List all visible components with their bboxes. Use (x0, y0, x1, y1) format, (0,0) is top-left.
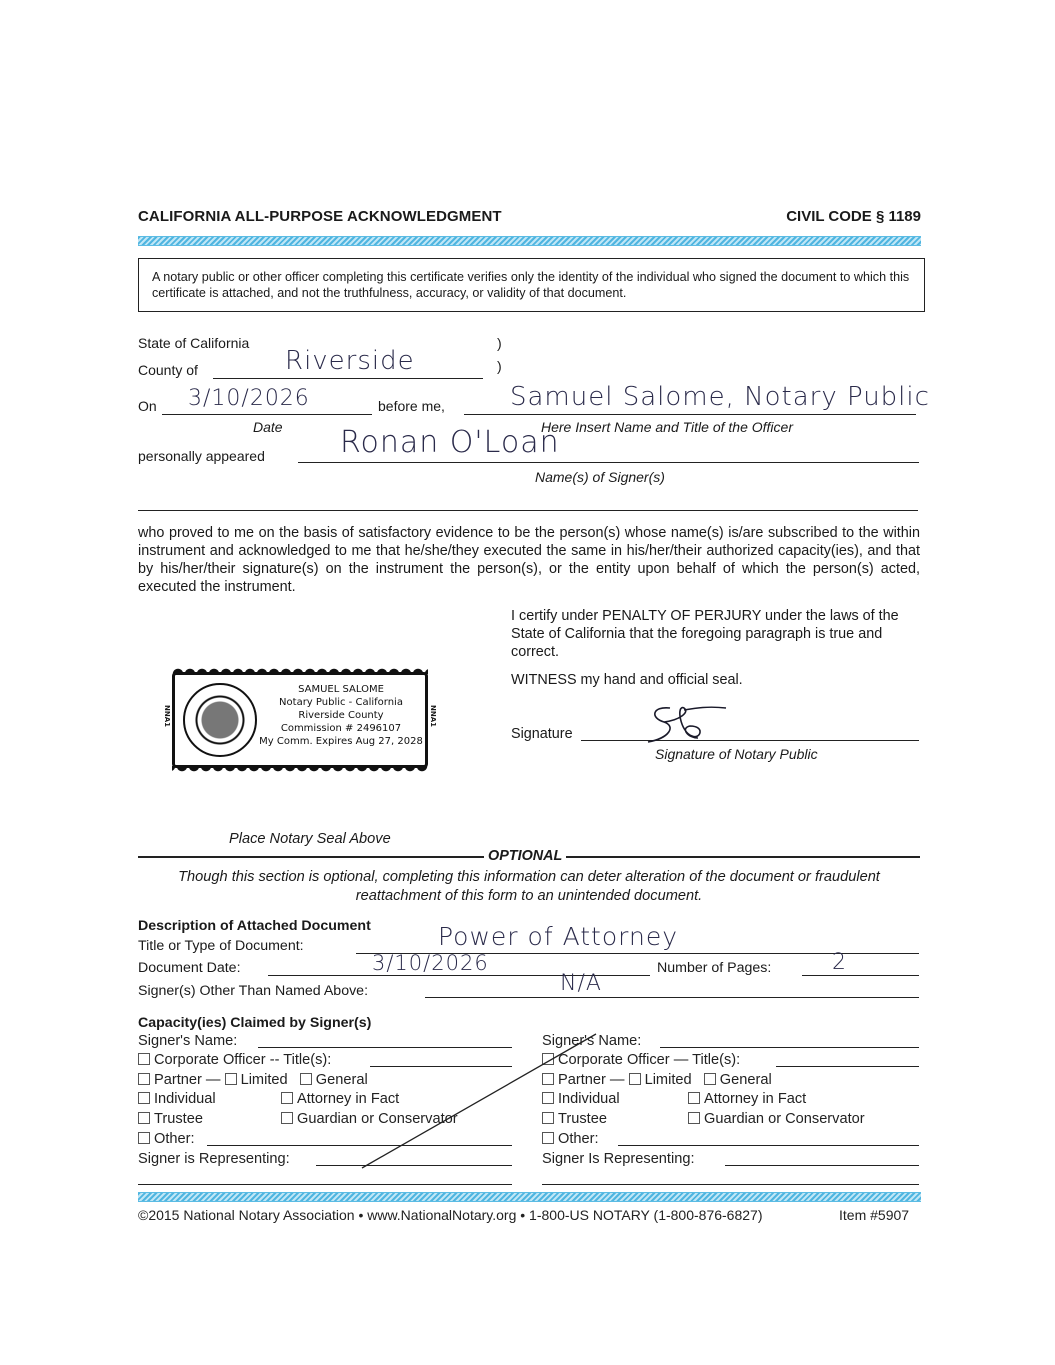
checkbox[interactable] (688, 1092, 700, 1104)
seal-side-mark-left: NNA1 (163, 705, 171, 728)
pages-label: Number of Pages: (657, 960, 772, 976)
checkbox[interactable] (704, 1073, 716, 1085)
signature-line (581, 740, 919, 741)
notice-box: A notary public or other officer completing this certificate verifies only the identity of the individual who signed the document to which this certificate is attached, and not the truthfulness, accuracy, or validity of that document. (138, 258, 925, 312)
officer-line (464, 414, 916, 415)
county-field[interactable]: Riverside (285, 346, 415, 376)
left-limited-label: Limited (240, 1072, 288, 1088)
doc-title-label: Title or Type of Document: (138, 938, 304, 954)
left-general-label: General (315, 1072, 368, 1088)
checkbox[interactable] (629, 1073, 641, 1085)
signature-caption: Signature of Notary Public (655, 746, 818, 762)
signature-label: Signature (511, 726, 573, 742)
signer-line (298, 462, 919, 463)
right-corporate-label: Corporate Officer — Title(s): (558, 1052, 741, 1068)
checkbox[interactable] (138, 1132, 150, 1144)
on-label: On (138, 398, 157, 414)
right-general-label: General (719, 1072, 772, 1088)
date-field[interactable]: 3/10/2026 (188, 386, 310, 411)
left-representing-label: Signer is Representing: (138, 1151, 290, 1167)
pages-line (802, 975, 919, 976)
signer-field[interactable]: Ronan O'Loan (340, 425, 560, 460)
left-attorney-label: Attorney in Fact (297, 1091, 400, 1107)
right-individual-label: Individual (558, 1091, 620, 1107)
optional-label: OPTIONAL (484, 848, 566, 864)
other-signers-label: Signer(s) Other Than Named Above: (138, 983, 369, 999)
seal-edge-top (172, 666, 428, 674)
paren-1: ) (497, 335, 502, 351)
seal-side-mark-right: NNA1 (429, 705, 437, 728)
left-other[interactable] (138, 1131, 195, 1147)
checkbox[interactable] (225, 1073, 237, 1085)
doc-date-label: Document Date: (138, 960, 241, 976)
seal-text (257, 683, 425, 748)
seal-commission: Commission # 2496107 (280, 723, 402, 734)
strike-through-line (360, 1030, 600, 1170)
left-trustee[interactable] (138, 1111, 203, 1127)
doc-date-field[interactable]: 3/10/2026 (372, 951, 489, 975)
right-limited-label: Limited (644, 1072, 692, 1088)
seal-name: SAMUEL SALOME (298, 684, 384, 695)
left-partner-label: Partner — (154, 1072, 221, 1088)
other-signers-field[interactable]: N/A (560, 971, 602, 996)
description-heading: Description of Attached Document (138, 918, 371, 934)
place-seal-caption: Place Notary Seal Above (229, 831, 391, 847)
checkbox[interactable] (138, 1053, 150, 1065)
checkbox[interactable] (138, 1073, 150, 1085)
left-representing-line-2[interactable] (138, 1184, 512, 1185)
date-caption: Date (253, 419, 283, 435)
paren-2: ) (497, 358, 502, 374)
right-signer-name-label: Signer's Name: (542, 1033, 642, 1049)
county-label: County of (138, 362, 198, 378)
signer-line-2 (138, 510, 918, 511)
right-representing-label: Signer Is Representing: (542, 1151, 695, 1167)
right-other-label: Other: (558, 1131, 599, 1147)
right-trustee-label: Trustee (558, 1111, 607, 1127)
before-me-label: before me, (378, 398, 445, 414)
left-corporate-officer[interactable] (138, 1052, 331, 1068)
right-representing-line[interactable] (725, 1165, 919, 1166)
checkbox[interactable] (281, 1112, 293, 1124)
checkbox[interactable] (300, 1073, 312, 1085)
appeared-label: personally appeared (138, 448, 265, 464)
doc-title-field[interactable]: Power of Attorney (438, 922, 678, 951)
other-signers-line (425, 997, 919, 998)
checkbox[interactable] (688, 1112, 700, 1124)
left-individual-label: Individual (154, 1091, 216, 1107)
left-corporate-label: Corporate Officer -- Title(s): (154, 1052, 332, 1068)
left-individual[interactable] (138, 1091, 216, 1107)
county-line (213, 378, 483, 379)
seal-title: Notary Public - California (279, 697, 403, 708)
right-attorney-label: Attorney in Fact (704, 1091, 807, 1107)
decorative-border-top (138, 236, 921, 246)
notary-seal (163, 672, 437, 768)
seal-edge-bottom (172, 766, 428, 774)
notary-signature[interactable] (640, 702, 730, 746)
right-title-line[interactable] (776, 1066, 919, 1067)
right-other-line[interactable] (618, 1145, 919, 1146)
right-partner-label: Partner — (558, 1072, 625, 1088)
witness-statement: WITNESS my hand and official seal. (511, 672, 743, 688)
seal-expires: My Comm. Expires Aug 27, 2028 (259, 736, 423, 747)
right-guardian[interactable] (688, 1111, 865, 1127)
right-guardian-label: Guardian or Conservator (704, 1111, 865, 1127)
checkbox[interactable] (281, 1092, 293, 1104)
pages-field[interactable]: 2 (832, 950, 847, 975)
left-trustee-label: Trustee (154, 1111, 203, 1127)
checkbox[interactable] (138, 1092, 150, 1104)
perjury-statement: I certify under PENALTY OF PERJURY under the laws of the State of California that the foregoing paragraph is true and correct. (511, 608, 899, 660)
acknowledgment-paragraph: who proved to me on the basis of satisfactory evidence to be the person(s) whose name(s) is/are subscribed to the within instrument and acknowledged to me that he/she/they executed the same in his/her/their authorized capacity(ies), and that by his/her/their signature(s) on the instrument the person(s), or the entity upon behalf of which the person(s) acted, executed the instrument. (138, 525, 920, 595)
capacities-heading: Capacity(ies) Claimed by Signer(s) (138, 1015, 372, 1031)
checkbox[interactable] (138, 1112, 150, 1124)
right-signer-name-line[interactable] (660, 1047, 919, 1048)
optional-note: Though this section is optional, completing this information can deter alteration of the document or fraudulent reattachment of this form to an unintended document. (178, 869, 880, 904)
right-representing-line-2[interactable] (542, 1184, 919, 1185)
decorative-border-bottom (138, 1192, 921, 1202)
right-attorney[interactable] (688, 1091, 806, 1107)
seal-county: Riverside County (298, 710, 384, 721)
date-line (162, 414, 372, 415)
signer-caption: Name(s) of Signer(s) (535, 469, 665, 485)
footer-copyright: ©2015 National Notary Association • www.NationalNotary.org • 1-800-US NOTARY (1-800-876-6827) (138, 1207, 763, 1223)
civil-code: CIVIL CODE § 1189 (786, 208, 921, 225)
form-title: CALIFORNIA ALL-PURPOSE ACKNOWLEDGMENT (138, 208, 502, 225)
officer-caption: Here Insert Name and Title of the Officer (541, 419, 793, 435)
footer-item-number: Item #5907 (839, 1207, 910, 1223)
officer-field[interactable]: Samuel Salome, Notary Public (510, 382, 930, 412)
left-partner-row (138, 1072, 368, 1088)
left-signer-name-label: Signer's Name: (138, 1033, 238, 1049)
left-other-label: Other: (154, 1131, 195, 1147)
great-seal-of-california-icon (183, 683, 257, 757)
state-label: State of California (138, 335, 250, 351)
left-guardian-label: Guardian or Conservator (297, 1111, 458, 1127)
